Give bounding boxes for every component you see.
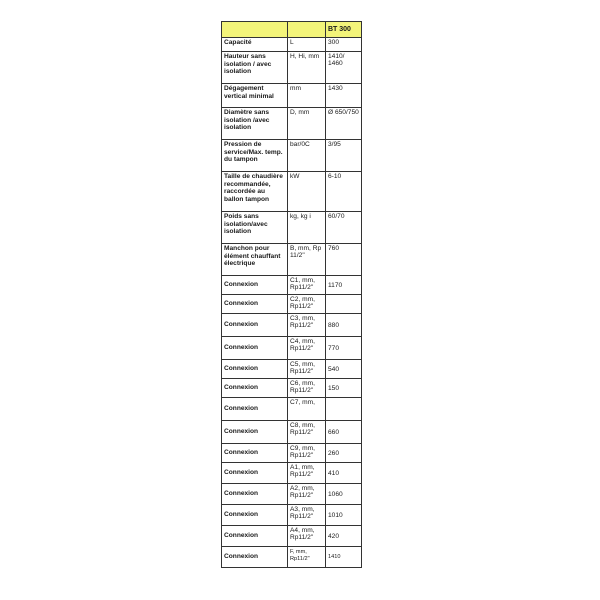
spec-value: 1430 (328, 85, 343, 92)
spec-unit: L (290, 39, 294, 46)
spec-unit-cell (288, 276, 326, 295)
spec-unit-cell (288, 421, 326, 444)
spec-value: 300 (328, 39, 340, 46)
spec-row (222, 463, 362, 484)
spec-value: 1410 (328, 554, 341, 560)
spec-label: Connexion (224, 405, 259, 413)
spec-label-cell (222, 140, 288, 172)
spec-unit-cell (288, 38, 326, 52)
spec-label-cell (222, 484, 288, 505)
spec-value: Ø 650/750 (328, 109, 359, 116)
spec-label-cell (222, 337, 288, 360)
spec-label: Connexion (224, 428, 259, 436)
spec-value: 3/95 (328, 141, 341, 148)
spec-unit: B, mm, Rp 11/2" (290, 245, 322, 259)
spec-label-cell (222, 360, 288, 379)
spec-value-cell (326, 547, 362, 568)
header-empty-cell (288, 22, 326, 38)
spec-label-cell (222, 52, 288, 84)
spec-label-cell (222, 444, 288, 463)
spec-unit-cell (288, 398, 326, 421)
spec-value: 150 (328, 384, 340, 392)
spec-row (222, 172, 362, 212)
spec-unit: C7, mm, (290, 399, 315, 406)
spec-label: Connexion (224, 300, 259, 308)
spec-row (222, 244, 362, 276)
spec-row (222, 360, 362, 379)
spec-unit-cell (288, 379, 326, 398)
spec-unit: bar/0C (290, 141, 310, 148)
spec-label-cell (222, 398, 288, 421)
spec-unit: kW (290, 173, 300, 180)
spec-value: 1410/ 1460 (328, 53, 345, 67)
spec-value: 260 (328, 449, 340, 457)
spec-value: 1060 (328, 490, 343, 498)
spec-label-cell (222, 463, 288, 484)
spec-unit-cell (288, 212, 326, 244)
spec-value: 540 (328, 365, 340, 373)
spec-unit-cell (288, 244, 326, 276)
model-header (326, 22, 362, 38)
spec-label-cell (222, 314, 288, 337)
spec-label: Dégagement vertical minimal (224, 85, 274, 100)
spec-unit-cell (288, 84, 326, 108)
spec-value-cell (326, 244, 362, 276)
spec-value-cell (326, 140, 362, 172)
spec-unit: F, mm, Rp11/2" (290, 549, 310, 562)
spec-label: Connexion (224, 469, 259, 477)
spec-value-cell (326, 172, 362, 212)
spec-value-cell (326, 276, 362, 295)
spec-label: Connexion (224, 384, 259, 392)
spec-row (222, 484, 362, 505)
spec-value-cell (326, 337, 362, 360)
spec-unit-cell (288, 547, 326, 568)
spec-value-cell (326, 379, 362, 398)
spec-unit-cell (288, 360, 326, 379)
spec-value-cell (326, 360, 362, 379)
spec-value-cell (326, 52, 362, 84)
spec-value-cell (326, 84, 362, 108)
spec-unit: H, Hi, mm (290, 53, 320, 60)
spec-label: Manchon pour élément chauffant électrique (224, 245, 281, 268)
spec-row (222, 314, 362, 337)
model-label: BT 300 (328, 26, 351, 33)
spec-value: 420 (328, 532, 340, 540)
spec-value-cell (326, 295, 362, 314)
spec-value-cell (326, 463, 362, 484)
spec-label: Connexion (224, 365, 259, 373)
spec-value: 1170 (328, 281, 343, 289)
header-row (222, 22, 362, 38)
spec-row (222, 212, 362, 244)
spec-unit: C2, mm, Rp11/2" (290, 296, 315, 310)
spec-value-cell (326, 505, 362, 526)
spec-row (222, 421, 362, 444)
spec-value-cell (326, 108, 362, 140)
spec-row (222, 140, 362, 172)
spec-value-cell (326, 38, 362, 52)
spec-unit: A4, mm, Rp11/2" (290, 527, 315, 541)
spec-label-cell (222, 38, 288, 52)
spec-row (222, 276, 362, 295)
spec-unit-cell (288, 526, 326, 547)
spec-unit: C4, mm, Rp11/2" (290, 338, 315, 352)
spec-label: Poids sans isolation/avec isolation (224, 213, 268, 236)
spec-value-cell (326, 484, 362, 505)
spec-unit-cell (288, 140, 326, 172)
spec-unit: A3, mm, Rp11/2" (290, 506, 315, 520)
spec-unit-cell (288, 463, 326, 484)
spec-label: Hauteur sans isolation / avec isolation (224, 53, 272, 76)
spec-row (222, 52, 362, 84)
spec-label: Connexion (224, 553, 259, 561)
spec-row (222, 526, 362, 547)
spec-row (222, 444, 362, 463)
spec-value-cell (326, 444, 362, 463)
spec-unit-cell (288, 172, 326, 212)
spec-label: Pression de service/Max. temp. du tampon (224, 141, 283, 164)
spec-value: 6-10 (328, 173, 342, 180)
spec-value-cell (326, 421, 362, 444)
spec-label: Connexion (224, 321, 259, 329)
spec-value: 770 (328, 344, 340, 352)
spec-row (222, 295, 362, 314)
spec-unit: A2, mm, Rp11/2" (290, 485, 315, 499)
spec-label-cell (222, 526, 288, 547)
spec-label: Capacité (224, 39, 252, 46)
spec-row (222, 379, 362, 398)
header-empty-cell (222, 22, 288, 38)
spec-unit: C8, mm, Rp11/2" (290, 422, 315, 436)
spec-value: 60/70 (328, 213, 345, 220)
spec-value-cell (326, 526, 362, 547)
spec-label-cell (222, 379, 288, 398)
spec-label: Connexion (224, 449, 259, 457)
spec-unit: C6, mm, Rp11/2" (290, 380, 315, 394)
spec-unit-cell (288, 108, 326, 140)
spec-value: 880 (328, 321, 340, 329)
spec-row (222, 337, 362, 360)
spec-table (221, 21, 362, 568)
spec-label: Connexion (224, 490, 259, 498)
spec-unit-cell (288, 444, 326, 463)
spec-value-cell (326, 212, 362, 244)
spec-unit: mm (290, 85, 301, 92)
spec-row (222, 505, 362, 526)
spec-label-cell (222, 212, 288, 244)
spec-table-body (222, 22, 362, 568)
spec-label-cell (222, 172, 288, 212)
spec-unit-cell (288, 337, 326, 360)
spec-unit-cell (288, 314, 326, 337)
spec-unit: D, mm (290, 109, 310, 116)
spec-label: Connexion (224, 532, 259, 540)
spec-label: Taille de chaudière recommandée, raccordée au ballon tampon (224, 173, 283, 203)
spec-row (222, 84, 362, 108)
spec-label-cell (222, 84, 288, 108)
spec-unit-cell (288, 52, 326, 84)
spec-label-cell (222, 505, 288, 526)
spec-unit: C9, mm, Rp11/2" (290, 445, 315, 459)
spec-value-cell (326, 314, 362, 337)
spec-row (222, 398, 362, 421)
spec-label: Diamètre sans isolation /avec isolation (224, 109, 270, 132)
spec-label: Connexion (224, 511, 259, 519)
spec-label-cell (222, 108, 288, 140)
spec-label-cell (222, 547, 288, 568)
spec-unit: A1, mm, Rp11/2" (290, 464, 315, 478)
spec-label: Connexion (224, 281, 259, 289)
spec-unit: C3, mm, Rp11/2" (290, 315, 315, 329)
spec-label: Connexion (224, 344, 259, 352)
spec-unit: C5, mm, Rp11/2" (290, 361, 315, 375)
spec-label-cell (222, 276, 288, 295)
spec-label-cell (222, 295, 288, 314)
spec-unit-cell (288, 505, 326, 526)
spec-unit-cell (288, 295, 326, 314)
spec-row (222, 547, 362, 568)
spec-unit: kg, kg i (290, 213, 311, 220)
spec-value: 760 (328, 245, 340, 252)
spec-row (222, 38, 362, 52)
spec-value: 410 (328, 469, 340, 477)
spec-value-cell (326, 398, 362, 421)
spec-label-cell (222, 244, 288, 276)
spec-label-cell (222, 421, 288, 444)
spec-row (222, 108, 362, 140)
spec-value: 660 (328, 428, 340, 436)
spec-unit-cell (288, 484, 326, 505)
spec-unit: C1, mm, Rp11/2" (290, 277, 315, 291)
spec-value: 1010 (328, 511, 343, 519)
